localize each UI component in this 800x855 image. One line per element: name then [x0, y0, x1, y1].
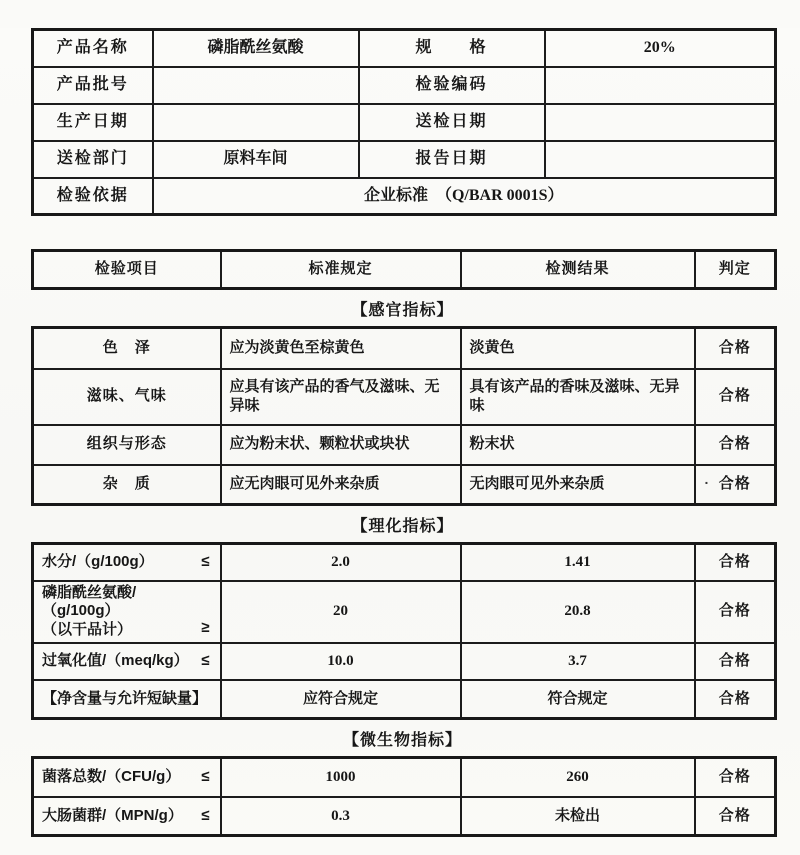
standard-value: 20: [221, 581, 461, 643]
less-equal-symbol: ≤: [201, 806, 210, 824]
physchem-row-moisture: [33, 544, 776, 581]
inspection-basis-label: 检验依据: [33, 178, 153, 215]
standard-value: 2.0: [221, 544, 461, 581]
inspection-report-sheet: [0, 28, 800, 855]
item-name-cell: [33, 680, 221, 719]
item-name: 大肠菌群/（MPN/g）: [42, 806, 183, 824]
result-value: 20.8: [461, 581, 695, 643]
batch-number-label: 产品批号: [33, 67, 153, 104]
item-name: 【净含量与允许短缺量】: [42, 689, 208, 707]
result-text: 具有该产品的香味及滋味、无异味: [461, 369, 695, 425]
spec-value: 20%: [545, 30, 776, 67]
greater-equal-symbol: ≥: [201, 619, 210, 636]
info-row-product: [33, 30, 776, 67]
verdict-badge: 合格: [695, 797, 776, 836]
header-result: 检测结果: [461, 251, 695, 289]
inspection-basis-value: 企业标准 （Q/BAR 0001S）: [153, 178, 776, 215]
sensory-row-taste: [33, 369, 776, 425]
result-value: 3.7: [461, 643, 695, 680]
micro-table: [31, 756, 777, 837]
verdict-badge: 合格: [695, 544, 776, 581]
result-value: 260: [461, 758, 695, 797]
physchem-row-ps: [33, 581, 776, 643]
verdict-badge: 合格: [695, 643, 776, 680]
item-name-cell: [33, 797, 221, 836]
standard-text: 应具有该产品的香气及滋味、无异味: [221, 369, 461, 425]
standard-text: 应无肉眼可见外来杂质: [221, 465, 461, 505]
header-item: 检验项目: [33, 251, 221, 289]
submitting-dept-value: 原料车间: [153, 141, 359, 178]
item-name: 水分/（g/100g）: [42, 552, 154, 570]
info-row-basis: [33, 178, 776, 215]
physchem-row-peroxide: [33, 643, 776, 680]
micro-section-title: 【微生物指标】: [342, 732, 462, 750]
report-date-label: 报告日期: [359, 141, 545, 178]
info-row-dates-1: [33, 104, 776, 141]
item-name: 磷脂酰丝氨酸/（g/100g） （以干品计）: [42, 583, 137, 638]
batch-number-value: [153, 67, 359, 104]
verdict-badge: 合格: [695, 581, 776, 643]
item-name: 色 泽: [33, 328, 221, 369]
item-name: 杂 质: [33, 465, 221, 505]
item-name-cell: [33, 643, 221, 680]
info-row-batch: [33, 67, 776, 104]
result-value: 1.41: [461, 544, 695, 581]
results-header-row: [33, 251, 776, 289]
item-name-cell: [33, 581, 221, 643]
result-value: 符合规定: [461, 680, 695, 719]
verdict-badge: 合格: [695, 369, 776, 425]
production-date-label: 生产日期: [33, 104, 153, 141]
header-standard: 标准规定: [221, 251, 461, 289]
submission-date-value: [545, 104, 776, 141]
result-text: 淡黄色: [461, 328, 695, 369]
submission-date-label: 送检日期: [359, 104, 545, 141]
sensory-table: [31, 326, 777, 506]
verdict-badge: [695, 465, 776, 505]
result-value: 未检出: [461, 797, 695, 836]
verdict-badge: 合格: [695, 758, 776, 797]
physchem-table: [31, 542, 777, 720]
sensory-row-form: [33, 425, 776, 465]
inspection-code-value: [545, 67, 776, 104]
product-name-label: 产品名称: [33, 30, 153, 67]
standard-value: 1000: [221, 758, 461, 797]
result-text: 粉末状: [461, 425, 695, 465]
sensory-section-title: 【感官指标】: [351, 302, 454, 319]
report-date-value: [545, 141, 776, 178]
info-row-dept: [33, 141, 776, 178]
sensory-row-color: [33, 328, 776, 369]
verdict-badge: 合格: [695, 680, 776, 719]
submitting-dept-label: 送检部门: [33, 141, 153, 178]
item-name: 组织与形态: [33, 425, 221, 465]
verdict-badge: 合格: [695, 425, 776, 465]
less-equal-symbol: ≤: [201, 768, 210, 786]
standard-value: 10.0: [221, 643, 461, 680]
product-info-table: [31, 28, 777, 216]
micro-row-total-count: [33, 758, 776, 797]
less-equal-symbol: ≤: [201, 651, 210, 669]
item-name: 滋味、气味: [33, 369, 221, 425]
standard-text: 应为粉末状、颗粒状或块状: [221, 425, 461, 465]
result-text: 无肉眼可见外来杂质: [461, 465, 695, 505]
less-equal-symbol: ≤: [201, 552, 210, 570]
spec-label: 规 格: [359, 30, 545, 67]
product-name-value: 磷脂酰丝氨酸: [153, 30, 359, 67]
physchem-section-title: 【理化指标】: [351, 518, 454, 535]
production-date-value: [153, 104, 359, 141]
standard-value: 0.3: [221, 797, 461, 836]
item-name: 菌落总数/（CFU/g）: [42, 768, 181, 786]
header-verdict: 判定: [695, 251, 776, 289]
physchem-row-netcontent: [33, 680, 776, 719]
item-name: 过氧化值/（meq/kg）: [42, 651, 189, 669]
micro-row-coliform: [33, 797, 776, 836]
scan-dot-mark: ·: [704, 474, 711, 491]
verdict-text: 合格: [718, 474, 751, 492]
inspection-code-label: 检验编码: [359, 67, 545, 104]
results-header-table: [31, 249, 777, 290]
standard-text: 应为淡黄色至棕黄色: [221, 328, 461, 369]
standard-value: 应符合规定: [221, 680, 461, 719]
item-name-cell: [33, 544, 221, 581]
item-name-cell: [33, 758, 221, 797]
sensory-row-impurity: [33, 465, 776, 505]
verdict-badge: 合格: [695, 328, 776, 369]
